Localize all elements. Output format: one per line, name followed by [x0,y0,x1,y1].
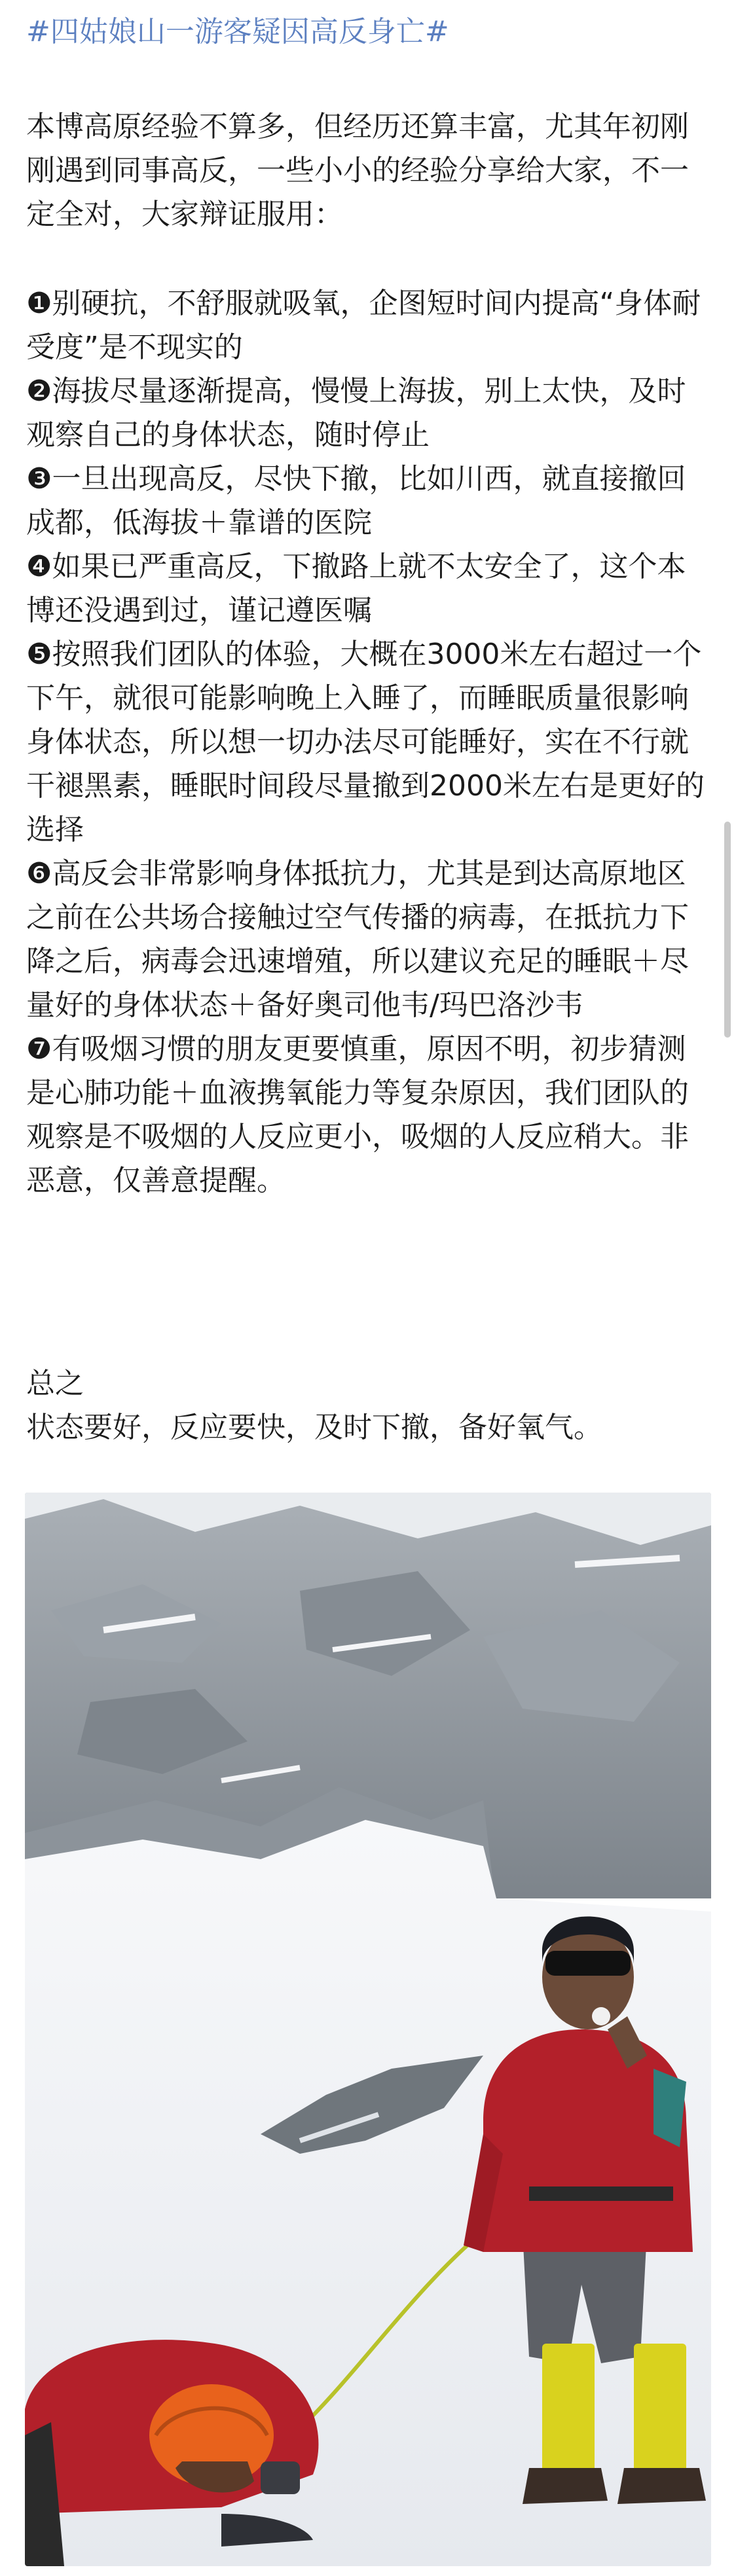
post-intro-paragraph: 本博高原经验不算多，但经历还算丰富，尤其年初刚刚遇到同事高反，一些小小的经验分享给大家，不一定全对，大家辩证服用： [26,110,689,231]
tip-item-4: ❹如果已严重高反，下撤路上就不太安全了，这个本博还没遇到过，谨记遵医嘱 [26,550,686,627]
tip-item-3: ❸一旦出现高反，尽快下撤，比如川西，就直接撤回成都，低海拔＋靠谱的医院 [26,462,686,539]
tip-item-2: ❷海拔尽量逐渐提高，慢慢上海拔，别上太快，及时观察自己的身体状态，随时停止 [26,374,686,452]
post-photo[interactable] [25,1493,711,2566]
summary-block [26,1362,714,1449]
tip-item-7: ❼有吸烟习惯的朋友更要慎重，原因不明，初步猜测是心肺功能＋血液携氧能力等复杂原因，我们团队的观察是不吸烟的人反应更小，吸烟的人反应稍大。非恶意，仅善意提醒。 [26,1032,689,1197]
tip-item-1: ❶别硬抗，不舒服就吸氧，企图短时间内提高“身体耐受度”是不现实的 [26,287,701,364]
summary-text: 状态要好，反应要快，及时下撤，备好氧气。 [26,1411,602,1444]
scrollbar-thumb[interactable] [724,822,731,1038]
tips-list [26,281,714,1203]
tip-item-5: ❺按照我们团队的体验，大概在3000米左右超过一个下午，就很可能影响晚上入睡了，而睡眠质量很影响身体状态，所以想一切办法尽可能睡好，实在不行就干褪黑素，睡眠时间段尽量撤到2000米左右是更好的选择 [26,638,705,846]
summary-heading: 总之 [26,1367,84,1400]
hashtag-topic-link[interactable]: #四姑娘山一游客疑因高反身亡# [26,15,449,48]
mountain-rescue-photo [25,1493,711,2566]
tip-item-6: ❻高反会非常影响身体抵抗力，尤其是到达高原地区之前在公共场合接触过空气传播的病毒，在抵抗力下降之后，病毒会迅速增殖，所以建议充足的睡眠＋尽量好的身体状态＋备好奥司他韦/玛巴洛沙韦 [26,857,689,1022]
